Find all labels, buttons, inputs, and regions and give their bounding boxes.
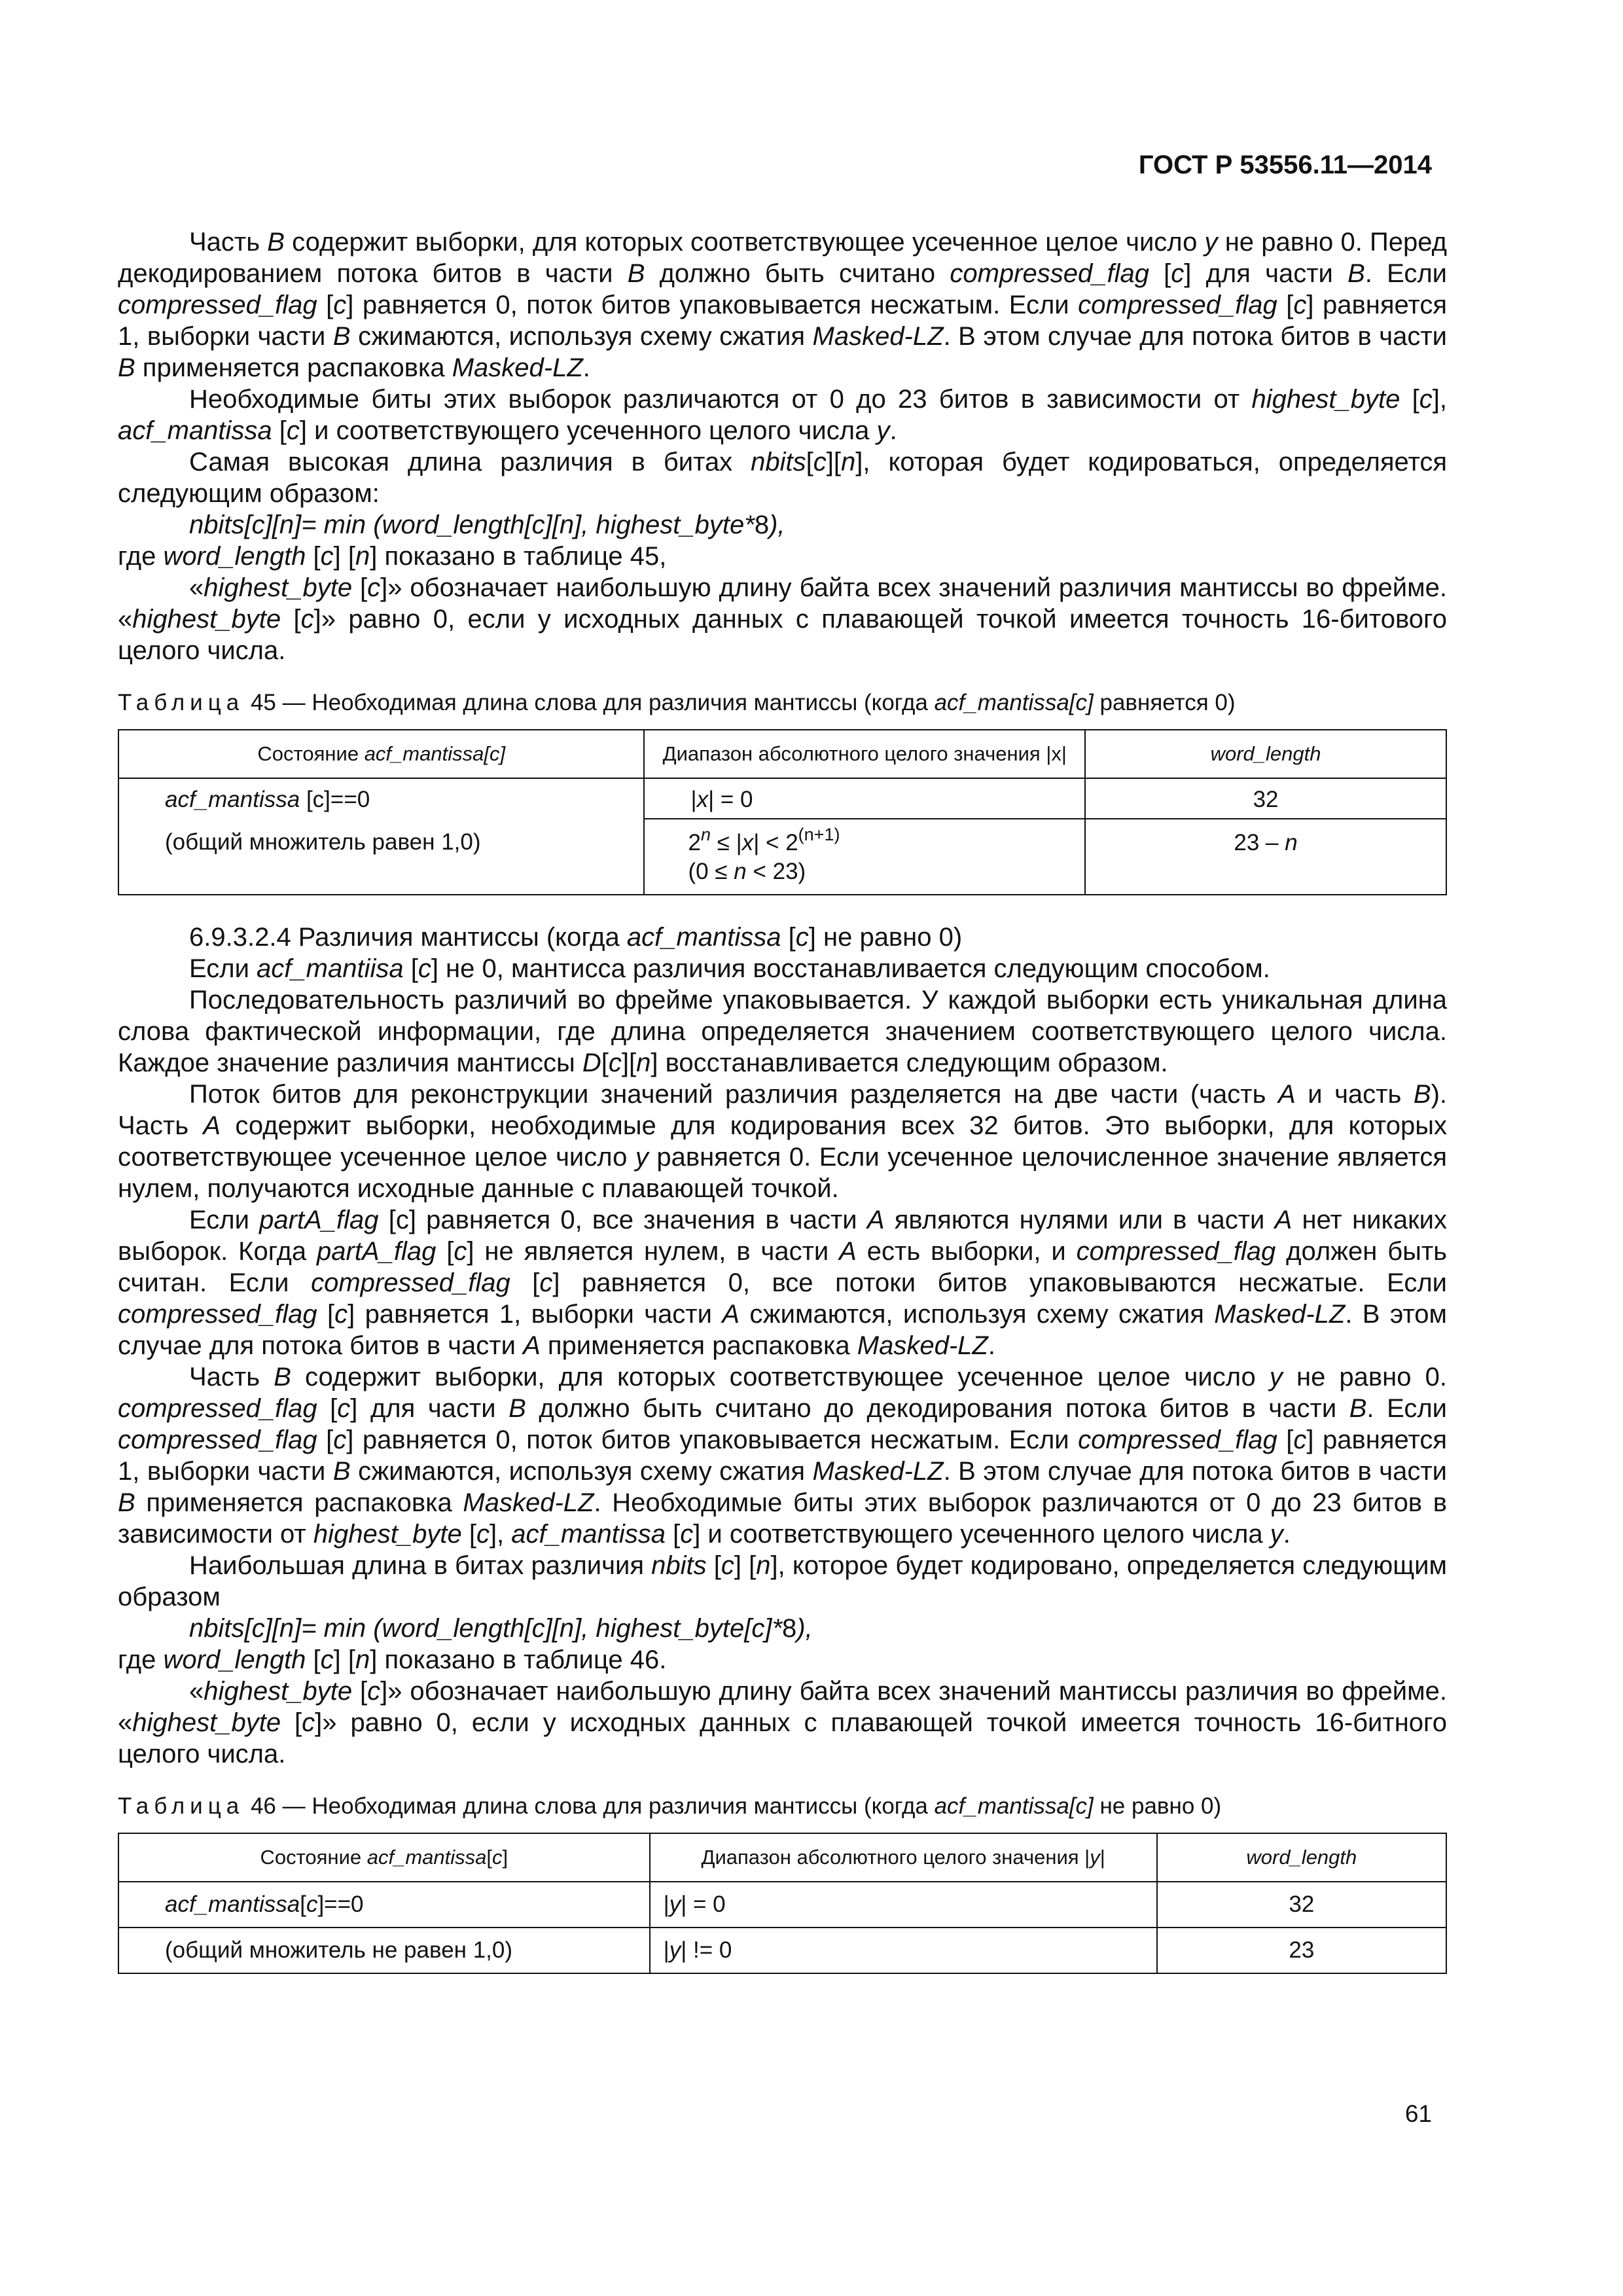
table-caption: Таблица 46 — Необходимая длина слова для различия мантиссы (когда acf_mantissa[c] не равно 0) (118, 1793, 1222, 1819)
paragraph: Самая высокая длина различия в битах nbits[c][n], которая будет кодироваться, определяется следующим образом: (118, 448, 1448, 508)
paragraph: Если partA_flag [c] равняется 0, все значения в части A являются нулями или в части A нет никаких выборок. Когда partA_flag [c] не является нулем, в части A есть выборки, и compressed_flag должен быть считан. Если compressed_flag [c] равняется 0, все потоки битов упаковываются несжатые. Если compressed_flag [c] равняется 1, выборки части A сжимаются, используя схему сжатия Masked-LZ. В этом случае для потока битов в части A применяется распаковка Masked-LZ. (118, 1206, 1448, 1360)
paragraph: где word_length [c] [n] показано в таблице 45, (118, 542, 667, 571)
formula: nbits[c][n]= min (word_length[c][n], highest_byte[c]*8), (189, 1614, 813, 1643)
column-header: word_length (1157, 1833, 1446, 1882)
paragraph: Если acf_mantiisa [c] не 0, мантисса различия восстанавливается следующим способом. (189, 954, 1270, 983)
table-45 (118, 729, 1447, 895)
table-cell: (общий множитель равен 1,0) (118, 819, 644, 895)
page-content (118, 226, 1447, 1974)
table-cell: 32 (1085, 778, 1446, 819)
table-cell: acf_mantissa [c]==0 (118, 778, 644, 819)
standard-id: ГОСТ Р 53556.11—2014 (1138, 151, 1432, 179)
paragraph: Последовательность различий во фрейме упаковывается. У каждой выборки есть уникальная длина слова фактической информации, где длина определяется значением соответствующего целого числа. Каждое значение различия мантиссы D[c][n] восстанавливается следующим образом. (118, 986, 1447, 1077)
formula: nbits[c][n]= min (word_length[c][n], highest_byte*8), (189, 511, 785, 539)
column-header: word_length (1085, 730, 1446, 778)
paragraph: Необходимые биты этих выборок различаются от 0 до 23 битов в зависимости от highest_byte [c], acf_mantissa [c] и соответствующего усеченного целого числа y. (118, 385, 1447, 445)
paragraph: «highest_byte [c]» обозначает наибольшую длину байта всех значений различия мантиссы во фрейме. «highest_byte [c]» равно 0, если у исходных данных с плавающей точкой имеется точность 16-битового целого числа. (118, 573, 1448, 665)
paragraph: Наибольшая длина в битах различия nbits [c] [n], которое будет кодировано, определяется следующим образом (118, 1551, 1448, 1611)
table-header-row (118, 730, 1446, 778)
paragraph: Поток битов для реконструкции значений различия разделяется на две части (часть A и часть B). Часть A содержит выборки, необходимые для кодирования всех 32 битов. Это выборки, для которых соответствующее усеченное целое число y равняется 0. Если усеченное целочисленное значение является нулем, получаются исходные данные с плавающей точкой. (118, 1080, 1447, 1203)
paragraph: Часть B содержит выборки, для которых соответствующее усеченное целое число y не равно 0. Перед декодированием потока битов в части B должно быть считано compressed_flag [c] для части B. Если compressed_flag [c] равняется 0, поток битов упаковывается несжатым. Если compressed_flag [c] равняется 1, выборки части B сжимаются, используя схему сжатия Masked-LZ. В этом случае для потока битов в части B применяется распаковка Masked-LZ. (118, 228, 1448, 382)
table-cell: (общий множитель не равен 1,0) (118, 1928, 650, 1973)
table-cell: |x| = 0 (644, 778, 1085, 819)
table-cell: 23 (1157, 1928, 1446, 1973)
document-header (1139, 149, 1432, 181)
section-heading: 6.9.3.2.4 Различия мантиссы (когда acf_mantissa [c] не равно 0) (189, 923, 963, 952)
table-row (118, 819, 1446, 895)
column-header: Диапазон абсолютного целого значения |y| (650, 1833, 1157, 1882)
table-cell: 32 (1157, 1882, 1446, 1928)
table-cell: |y| != 0 (650, 1928, 1157, 1973)
column-header: Диапазон абсолютного целого значения |x| (644, 730, 1085, 778)
table-caption: Таблица 45 — Необходимая длина слова для различия мантиссы (когда acf_mantissa[c] равняется 0) (118, 690, 1236, 715)
table-cell: acf_mantissa[c]==0 (118, 1882, 650, 1928)
table-row (118, 1928, 1446, 1973)
table-cell: $2^n \le |x| < 2^{(n+1)}$ (0 ≤ n < 23) (644, 819, 1085, 895)
paragraph: где word_length [c] [n] показано в таблице 46. (118, 1645, 667, 1674)
page-number: 61 (1404, 2100, 1432, 2127)
paragraph: Часть B содержит выборки, для которых соответствующее усеченное целое число y не равно 0. compressed_flag [c] для части B должно быть считано до декодирования потока битов в части B. Если compressed_flag [c] равняется 0, поток битов упаковывается несжатым. Если compressed_flag [c] равняется 1, выборки части B сжимаются, используя схему сжатия Masked-LZ. В этом случае для потока битов в части B применяется распаковка Masked-LZ. Необходимые биты этих выборок различаются от 0 до 23 битов в зависимости от highest_byte [c], acf_mantissa [c] и соответствующего усеченного целого числа y. (118, 1363, 1448, 1549)
table-row (118, 778, 1446, 819)
column-header: Состояние acf_mantissa[c] (118, 730, 644, 778)
table-cell: |y| = 0 (650, 1882, 1157, 1928)
table-row (118, 1882, 1446, 1928)
table-46 (118, 1833, 1447, 1974)
column-header: Состояние acf_mantissa[c] (118, 1833, 650, 1882)
table-header-row (118, 1833, 1446, 1882)
paragraph: «highest_byte [c]» обозначает наибольшую длину байта всех значений мантиссы различия во фрейме. «highest_byte [c]» равно 0, если у исходных данных с плавающей точкой имеется точность 16-битного целого числа. (118, 1677, 1448, 1768)
table-cell: 23 – n (1085, 819, 1446, 895)
